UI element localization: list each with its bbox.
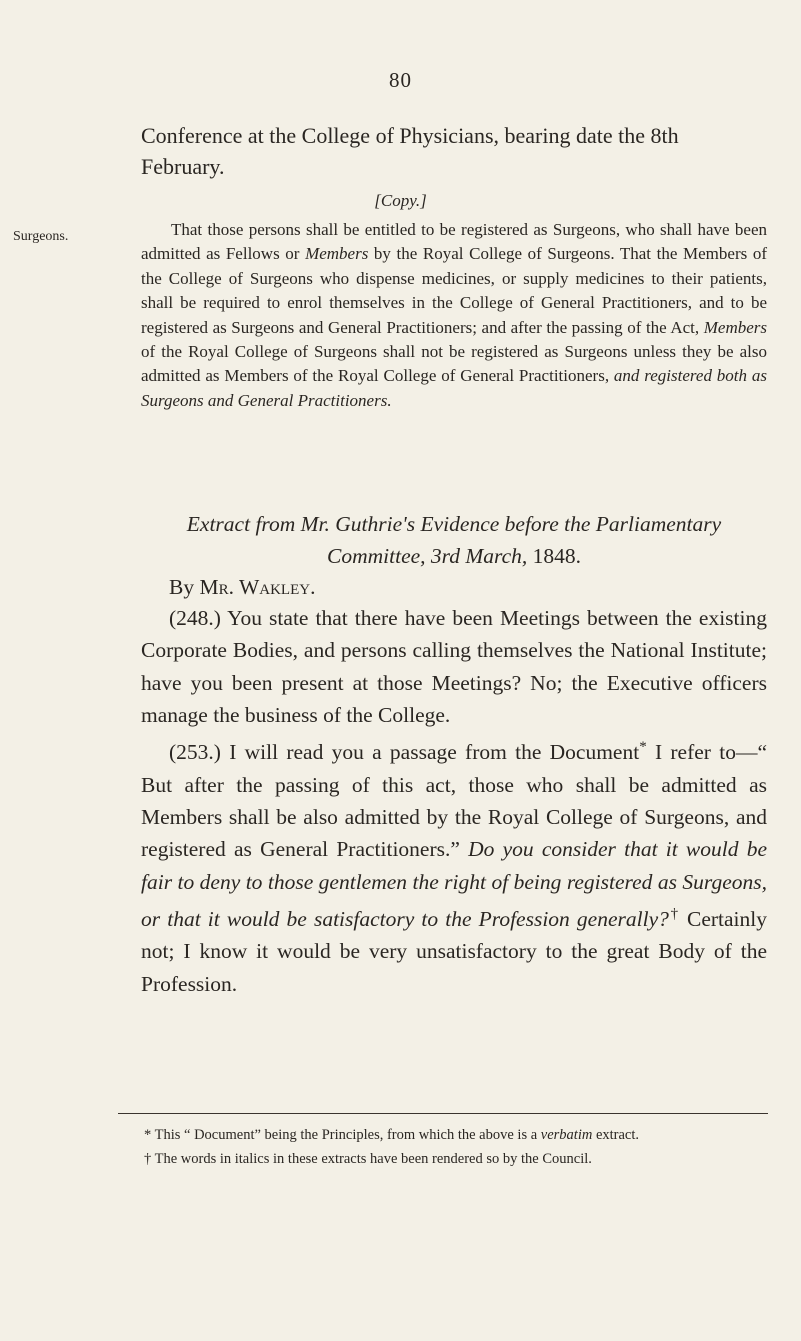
footnote-text: extract.	[592, 1127, 640, 1143]
footnote-text: This “ Document” being the Principles, from which the above is a	[151, 1127, 541, 1143]
footnote-2	[118, 1148, 768, 1172]
evidence-body	[141, 602, 767, 1000]
q253-text: I refer to—“ But after the passing of this act, those who shall be admitted as Members shall be also admitted by the Royal College of Surgeons, and registered as General Practitioners.”	[141, 740, 767, 862]
q253-italic: Do you consider that it would be fair to deny to those gentlemen the right of being registered as Surgeons, or that it would be satisfactory to the Profession generally?	[141, 837, 767, 931]
resolution-text: That those persons shall be entitled to be registered as Surgeons, who shall have been admitted as Fellows or	[141, 220, 767, 264]
by-line-prefix: By	[169, 575, 200, 599]
extract-date-rest: rd March,	[441, 544, 528, 568]
question-248: (248.) You state that there have been Meetings between the existing Corporate Bodies, and persons calling themselves the National Institute; have you been present at those Meetings? No; the Executive officers manage the business of the College.	[141, 606, 767, 727]
footnote-mark: †	[144, 1150, 152, 1167]
by-line	[169, 571, 315, 603]
q253-text: (253.) I will read you a passage from the Document	[169, 740, 640, 765]
footnote-1	[118, 1124, 768, 1148]
resolution-italic: Members	[703, 317, 767, 337]
resolution-text: by the Royal College of Surgeons. That the Members of the College of Surgeons who dispense medicines, or supply medicines to their patients, shall be required to enrol themselves in the College of General Practitioners, and to be registered as Surgeons and General Practitioners; and after the passing of the Act,	[141, 244, 767, 337]
resolution-paragraph	[141, 218, 767, 413]
q253-text: Certainly not; I know it would be very unsatisfactory to the great Body of the Profession.	[141, 906, 767, 996]
extract-date-day: 3	[430, 544, 442, 568]
resolution-text: of the Royal College of Surgeons shall not be registered as Surgeons unless they be also admitted as Members of the Royal College of General Practitioners,	[141, 342, 767, 386]
copy-label: [Copy.]	[374, 191, 427, 210]
extract-year: 1848.	[527, 544, 581, 568]
resolution-italic: and registered both as Surgeons and General Practitioners.	[141, 366, 767, 410]
resolution-italic: Members	[305, 244, 369, 264]
footnotes	[118, 1124, 768, 1171]
extract-heading	[141, 508, 767, 572]
footnote-divider	[118, 1113, 768, 1114]
footnote-marker: *	[639, 739, 647, 756]
page-number: 80	[389, 68, 412, 92]
by-line-name: Mr. Wakley.	[199, 575, 316, 599]
footnote-italic: verbatim	[540, 1127, 593, 1143]
margin-note: Surgeons.	[13, 229, 69, 244]
question-253	[141, 731, 767, 1000]
footnote-text: The words in italics in these extracts have been rendered so by the Council.	[151, 1150, 592, 1167]
footnote-marker: †	[668, 905, 680, 922]
intro-paragraph: Conference at the College of Physicians, bearing date the 8th February.	[141, 123, 679, 179]
extract-heading-text: Extract from Mr. Guthrie's Evidence before the Parliamentary Committee,	[186, 512, 722, 568]
footnote-mark: *	[144, 1127, 152, 1143]
